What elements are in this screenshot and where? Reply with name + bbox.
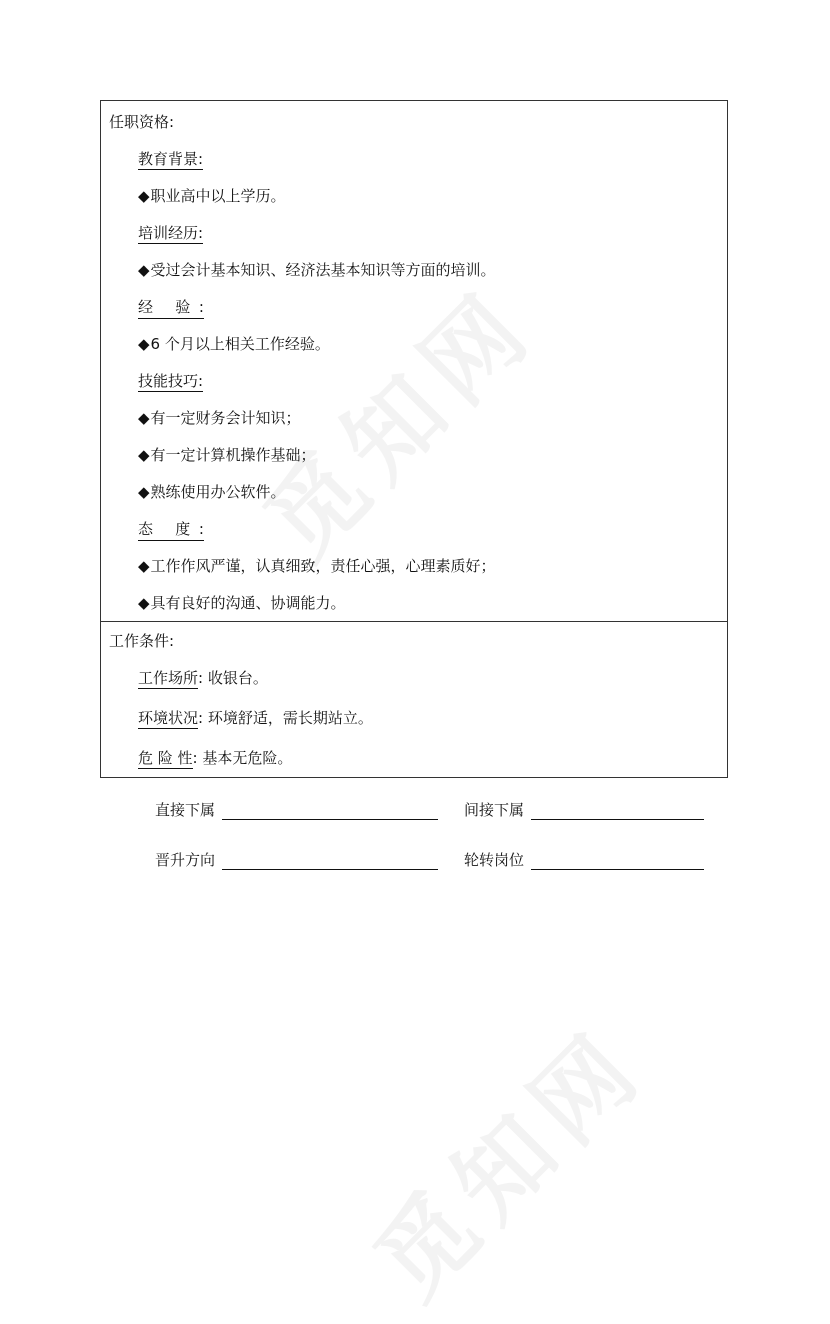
diamond-bullet-icon: ◆ xyxy=(138,594,150,612)
condition-label: 危 险 性 xyxy=(138,749,193,767)
label-colon: : xyxy=(198,669,208,687)
diamond-bullet-icon: ◆ xyxy=(138,261,150,279)
training-label: 培训经历: xyxy=(138,224,204,242)
watermark xyxy=(340,993,670,1323)
indirect-subordinate-blank[interactable] xyxy=(531,819,704,820)
experience-heading xyxy=(138,297,204,319)
experience-label-b: 验: xyxy=(175,298,204,316)
education-label: 教育背景: xyxy=(138,150,204,168)
list-item xyxy=(138,482,286,502)
promotion-label: 晋升方向 xyxy=(155,851,216,869)
rotation-blank[interactable] xyxy=(531,869,704,870)
list-item xyxy=(138,334,330,354)
list-item xyxy=(138,445,316,465)
conditions-title: 工作条件: xyxy=(109,632,175,650)
condition-row xyxy=(138,748,292,768)
list-item xyxy=(138,593,346,613)
skills-label: 技能技巧: xyxy=(138,372,204,390)
list-item xyxy=(138,408,301,428)
direct-subordinate-blank[interactable] xyxy=(222,819,438,820)
attitude-label-a: 态 xyxy=(138,520,162,538)
list-item xyxy=(138,556,496,576)
attitude-label-b: 度: xyxy=(175,520,204,538)
label-colon: : xyxy=(198,709,208,727)
conditions-section xyxy=(100,621,728,778)
diamond-bullet-icon: ◆ xyxy=(138,446,150,464)
training-heading xyxy=(138,223,203,243)
experience-label xyxy=(138,297,204,319)
attitude-label xyxy=(138,519,204,541)
direct-subordinate-label: 直接下属 xyxy=(155,801,216,819)
promotion-blank[interactable] xyxy=(222,869,438,870)
skills-heading xyxy=(138,371,203,391)
qualifications-title: 任职资格: xyxy=(109,113,175,131)
indirect-subordinate-label: 间接下属 xyxy=(464,801,525,819)
list-item-text: 职业高中以上学历。 xyxy=(150,187,286,205)
experience-label-a: 经 xyxy=(138,298,162,316)
condition-row xyxy=(138,668,268,688)
education-heading xyxy=(138,149,203,169)
condition-label: 环境状况 xyxy=(138,709,199,727)
list-item-text: 具有良好的沟通、协调能力。 xyxy=(150,594,346,612)
label-colon: : xyxy=(192,749,203,767)
diamond-bullet-icon: ◆ xyxy=(138,483,150,501)
list-item-text: 6 个月以上相关工作经验。 xyxy=(150,335,330,353)
qualifications-section xyxy=(100,100,728,622)
list-item-text: 工作作风严谨，认真细致，责任心强，心理素质好； xyxy=(150,557,496,575)
diamond-bullet-icon: ◆ xyxy=(138,187,150,205)
diamond-bullet-icon: ◆ xyxy=(138,335,150,353)
condition-row xyxy=(138,708,373,728)
list-item-text: 熟练使用办公软件。 xyxy=(150,483,286,501)
list-item-text: 有一定计算机操作基础； xyxy=(150,446,316,464)
condition-value: 收银台。 xyxy=(207,669,268,687)
list-item xyxy=(138,260,496,280)
list-item-text: 受过会计基本知识、经济法基本知识等方面的培训。 xyxy=(150,261,496,279)
condition-value: 环境舒适，需长期站立。 xyxy=(207,709,373,727)
rotation-label: 轮转岗位 xyxy=(464,851,525,869)
attitude-heading xyxy=(138,519,204,541)
list-item xyxy=(138,186,286,206)
list-item-text: 有一定财务会计知识； xyxy=(150,409,301,427)
condition-label: 工作场所 xyxy=(138,669,199,687)
diamond-bullet-icon: ◆ xyxy=(138,409,150,427)
diamond-bullet-icon: ◆ xyxy=(138,557,150,575)
condition-value: 基本无危险。 xyxy=(202,749,293,767)
